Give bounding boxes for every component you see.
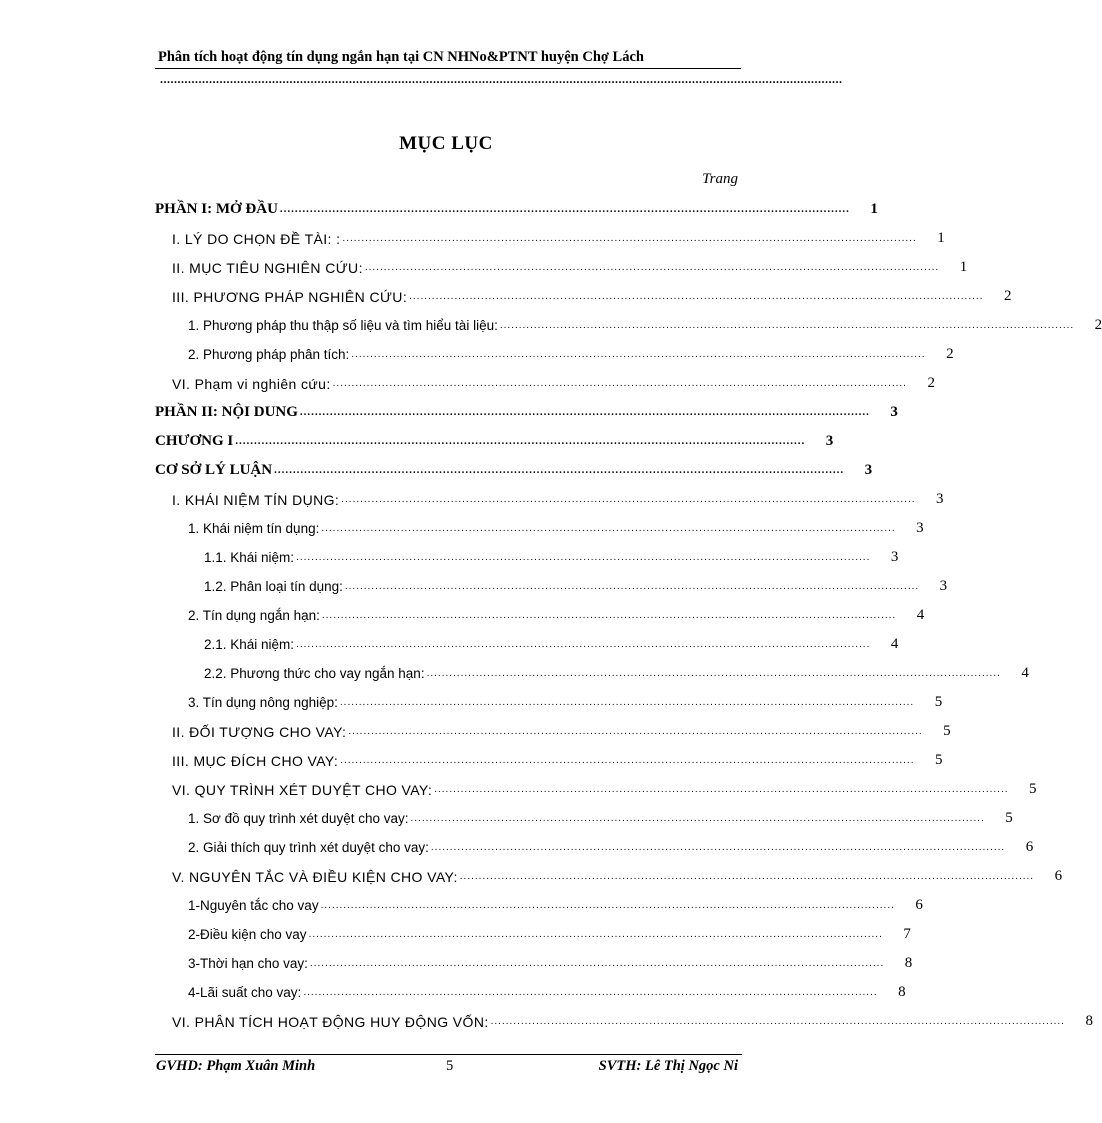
toc-entry-page: 1 xyxy=(937,230,945,246)
toc-leader: ........................................................................................................................................................ xyxy=(490,1016,1065,1027)
toc-entry-label: 2. Tín dụng ngắn hạn: xyxy=(188,608,320,623)
toc-entry-page: 7 xyxy=(903,926,911,942)
toc-entry-label: 4-Lãi suất cho vay: xyxy=(188,985,302,1000)
toc-leader: ........................................................................................................................................................ xyxy=(339,697,915,708)
toc-entry[interactable] xyxy=(155,311,1102,340)
toc-entry-label: VI. PHÂN TÍCH HOẠT ĐỘNG HUY ĐỘNG VỐN: xyxy=(172,1013,489,1030)
toc-entry-label: 2.2. Phương thức cho vay ngắn hạn: xyxy=(204,666,425,681)
toc-entry[interactable] xyxy=(155,978,906,1007)
toc-entry-page: 4 xyxy=(890,636,899,652)
toc-entry-page: 1 xyxy=(959,259,968,275)
toc-entry-label: 2-Điều kiện cho vay xyxy=(188,927,307,942)
toc-entry-label: 2. Giải thích quy trình xét duyệt cho vay: xyxy=(188,840,429,855)
toc-entry-page: 2 xyxy=(1094,317,1102,333)
footer-student: SVTH: Lê Thị Ngọc Ni xyxy=(598,1058,738,1074)
toc-leader: ........................................................................................................................................................ xyxy=(459,871,1035,882)
toc-entry[interactable] xyxy=(155,1007,1093,1036)
toc-entry-page: 2 xyxy=(946,346,954,362)
toc-entry-page: 5 xyxy=(934,694,943,710)
toc-entry[interactable] xyxy=(155,775,1037,804)
toc-leader: ........................................................................................................................................................ xyxy=(279,203,850,215)
toc-entry-page: 3 xyxy=(864,462,873,478)
toc-leader: ........................................................................................................................................................ xyxy=(348,726,923,737)
toc-entry[interactable] xyxy=(155,688,943,717)
toc-entry[interactable] xyxy=(155,369,935,398)
toc-leader: ........................................................................................................................................................ xyxy=(309,958,885,969)
toc-leader: ........................................................................................................................................................ xyxy=(341,494,916,505)
toc-entry-label: 3-Thời hạn cho vay: xyxy=(188,956,308,971)
toc-entry-page: 6 xyxy=(1025,839,1034,855)
toc-leader: ........................................................................................................................................................ xyxy=(344,581,920,592)
toc-entry[interactable] xyxy=(155,601,925,630)
toc-entry[interactable] xyxy=(155,514,924,543)
footer-divider xyxy=(155,1054,742,1055)
toc-entry[interactable] xyxy=(155,630,899,659)
toc-entry-label: 1. Khái niệm tín dụng: xyxy=(188,521,320,536)
toc-entry-page: 5 xyxy=(935,752,943,768)
toc-heading: MỤC LỤC xyxy=(399,133,493,154)
toc-entry[interactable] xyxy=(155,340,954,369)
toc-entry[interactable] xyxy=(155,804,1013,833)
toc-leader: ........................................................................................................................................................ xyxy=(426,668,1001,679)
toc-entry-label: 1. Sơ đồ quy trình xét duyệt cho vay: xyxy=(188,811,409,826)
toc-entry[interactable] xyxy=(155,833,1034,862)
toc-entry[interactable] xyxy=(155,224,945,253)
toc-entry-label: 2.1. Khái niệm: xyxy=(204,637,295,652)
table-of-contents xyxy=(155,195,1102,1036)
page-column-label: Trang xyxy=(702,171,738,187)
toc-leader: ........................................................................................................................................................ xyxy=(332,378,907,389)
toc-leader: ........................................................................................................................................................ xyxy=(321,610,897,621)
toc-entry-label: PHẦN I: MỞ ĐẦU xyxy=(155,201,278,217)
toc-leader: ........................................................................................................................................................ xyxy=(340,755,915,766)
toc-entry-page: 1 xyxy=(870,201,878,217)
toc-entry-page: 8 xyxy=(904,955,913,971)
toc-entry-page: 4 xyxy=(916,607,925,623)
toc-leader: ........................................................................................................................................................ xyxy=(308,929,883,940)
toc-entry-page: 3 xyxy=(890,549,899,565)
toc-leader: ........................................................................................................................................................ xyxy=(296,552,871,563)
toc-entry[interactable] xyxy=(155,920,911,949)
toc-leader: ........................................................................................................................................................ xyxy=(235,435,806,447)
toc-entry[interactable] xyxy=(155,659,1029,688)
document-header-title: Phân tích hoạt động tín dụng ngắn hạn tại CN NHNo&PTNT huyện Chợ Lách xyxy=(158,49,644,65)
toc-entry-label: 2. Phương pháp phân tích: xyxy=(188,347,350,362)
toc-entry[interactable] xyxy=(155,862,1063,891)
toc-entry[interactable] xyxy=(155,253,968,282)
toc-entry-label: II. MỤC TIÊU NGHIÊN CỨU: xyxy=(172,259,363,276)
toc-leader: ........................................................................................................................................................ xyxy=(342,233,917,244)
toc-leader: ........................................................................................................................................................ xyxy=(499,320,1075,331)
toc-leader: ........................................................................................................................................................ xyxy=(409,291,984,302)
toc-entry[interactable] xyxy=(155,891,923,920)
toc-entry-page: 5 xyxy=(943,723,951,739)
toc-leader: ........................................................................................................................................................ xyxy=(434,784,1009,795)
toc-entry-page: 8 xyxy=(1085,1013,1093,1029)
toc-entry-label: CHƯƠNG I xyxy=(155,433,234,449)
toc-entry-label: CƠ SỞ LÝ LUẬN xyxy=(155,462,273,478)
toc-entry[interactable] xyxy=(155,282,1012,311)
toc-leader: ........................................................................................................................................................ xyxy=(430,842,1006,853)
toc-entry-label: 1.1. Khái niệm: xyxy=(204,550,295,565)
toc-leader: ........................................................................................................................................................ xyxy=(296,639,871,650)
toc-entry[interactable] xyxy=(155,717,951,746)
toc-entry[interactable] xyxy=(155,456,873,485)
toc-entry[interactable] xyxy=(155,746,943,775)
toc-entry-page: 2 xyxy=(1003,288,1012,304)
toc-leader: ........................................................................................................................................................ xyxy=(364,262,940,273)
toc-entry-label: II. ĐỐI TƯỢNG CHO VAY: xyxy=(172,723,347,740)
header-dotted-line: ................................................................................................................................................................................................... xyxy=(160,72,843,86)
toc-entry[interactable] xyxy=(155,949,913,978)
toc-entry-label: 1. Phương pháp thu thập số liệu và tìm hiểu tài liệu: xyxy=(188,318,498,333)
toc-entry-page: 5 xyxy=(1005,810,1013,826)
toc-entry-label: III. MỤC ĐÍCH CHO VAY: xyxy=(172,752,339,769)
toc-leader: ........................................................................................................................................................ xyxy=(410,813,985,824)
toc-entry-label: 1-Nguyên tắc cho vay xyxy=(188,898,319,913)
toc-entry-page: 2 xyxy=(927,375,935,391)
toc-entry-page: 8 xyxy=(898,984,906,1000)
footer-page-number: 5 xyxy=(446,1058,454,1074)
toc-entry[interactable] xyxy=(155,195,878,224)
toc-leader: ........................................................................................................................................................ xyxy=(303,987,878,998)
toc-leader: ........................................................................................................................................................ xyxy=(274,464,845,476)
toc-entry[interactable] xyxy=(155,485,944,514)
toc-entry[interactable] xyxy=(155,572,948,601)
toc-entry-page: 3 xyxy=(916,520,924,536)
toc-entry-label: I. LÝ DO CHỌN ĐỀ TÀI: : xyxy=(172,230,341,247)
toc-entry-label: VI. Phạm vi nghiên cứu: xyxy=(172,375,331,392)
toc-entry-page: 6 xyxy=(915,897,923,913)
toc-entry-page: 4 xyxy=(1021,665,1029,681)
toc-entry-page: 6 xyxy=(1054,868,1063,884)
toc-leader: ........................................................................................................................................................ xyxy=(299,406,870,418)
toc-entry[interactable] xyxy=(155,427,834,456)
toc-entry[interactable] xyxy=(155,543,899,572)
toc-entry-label: I. KHÁI NIỆM TÍN DỤNG: xyxy=(172,491,340,508)
footer-instructor: GVHD: Phạm Xuân Minh xyxy=(156,1058,316,1074)
toc-entry-label: VI. QUY TRÌNH XÉT DUYỆT CHO VAY: xyxy=(172,781,433,798)
toc-leader: ........................................................................................................................................................ xyxy=(351,349,926,360)
toc-entry-page: 3 xyxy=(939,578,948,594)
toc-leader: ........................................................................................................................................................ xyxy=(321,523,896,534)
toc-entry-page: 3 xyxy=(825,433,834,449)
toc-entry-label: 3. Tín dụng nông nghiệp: xyxy=(188,695,338,710)
toc-entry-page: 3 xyxy=(890,404,898,420)
toc-entry-label: III. PHƯƠNG PHÁP NGHIÊN CỨU: xyxy=(172,288,408,305)
toc-entry[interactable] xyxy=(155,398,898,427)
header-divider xyxy=(155,68,741,69)
toc-entry-page: 5 xyxy=(1029,781,1037,797)
toc-leader: ........................................................................................................................................................ xyxy=(320,900,895,911)
toc-entry-label: 1.2. Phân loại tín dụng: xyxy=(204,579,343,594)
toc-entry-page: 3 xyxy=(936,491,944,507)
toc-entry-label: PHẦN II: NỘI DUNG xyxy=(155,404,298,420)
toc-entry-label: V. NGUYÊN TẮC VÀ ĐIỀU KIỆN CHO VAY: xyxy=(172,868,458,885)
